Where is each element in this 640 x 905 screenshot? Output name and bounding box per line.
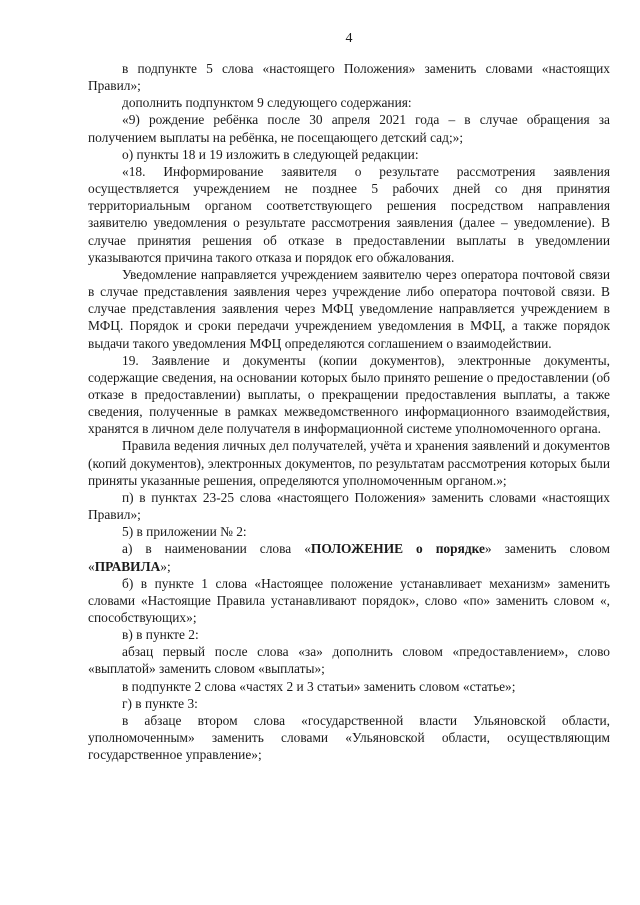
paragraph-item-v-first: абзац первый после слова «за» дополнить словом «предоставлением», слово «выплатой» заменить словом «выплаты»; xyxy=(88,644,610,677)
item-a-text-end: »; xyxy=(160,558,171,574)
paragraph-notification-delivery: Уведомление направляется учреждением заявителю через оператора почтовой связи в случае представления заявления через учреждение либо оператора почтовой связи. В случае представления заявления через МФЦ уведомление направляется учреждением в МФЦ. Порядок и сроки передачи учреждением уведомления в МФЦ, а также порядок выдачи такого уведомления МФЦ определяются соглашением о взаимодействии. xyxy=(88,266,610,351)
paragraph-item-g: г) в пункте 3: xyxy=(122,695,198,711)
paragraph-item-o: о) пункты 18 и 19 изложить в следующей редакции: xyxy=(122,146,419,162)
paragraph-item-v: в) в пункте 2: xyxy=(122,627,199,643)
paragraph-amend-subitem-5: в подпункте 5 слова «настоящего Положения» заменить словами «настоящих Правил»; xyxy=(88,61,610,94)
paragraph-item-a-title xyxy=(88,540,610,574)
paragraph-item-v-second: в подпункте 2 слова «частях 2 и 3 статьи» заменить словом «статье»; xyxy=(122,678,516,694)
item-a-text-start: а) в наименовании слова « xyxy=(122,541,311,557)
item-a-bold-new-title: ПРАВИЛА xyxy=(94,558,161,574)
paragraph-item-b: б) в пункте 1 слова «Настоящее положение устанавливает механизм» заменить словами «Настоящие Правила устанавливают порядок», слово «по» заменить словом «, способствующих»; xyxy=(88,575,610,625)
paragraph-item-p: п) в пунктах 23-25 слова «настоящего Положения» заменить словами «настоящих Правил»; xyxy=(88,489,610,523)
paragraph-personal-files-rules: Правила ведения личных дел получателей, учёта и хранения заявлений и документов (копий документов), электронных документов, по результатам рассмотрения которых были приняты указанные решения, определяются уполномоченным органом.»; xyxy=(88,438,610,488)
paragraph-point-18: «18. Информирование заявителя о результате рассмотрения заявления осуществляется учреждением не позднее 5 рабочих дней со дня принятия территориальным органом соответствующего решения посредством направления заявителю уведомления о результате рассмотрения заявления (далее – уведомление). В случае принятия решения об отказе в предоставлении выплаты в уведомлении указываются причина такого отказа и порядок его обжалования. xyxy=(88,163,610,265)
document-body xyxy=(88,60,610,763)
paragraph-item-g-first: в абзаце втором слова «государственной власти Ульяновской области, уполномоченным» заменить словами «Ульяновской области, осуществляющим государственное управление»; xyxy=(88,712,610,763)
item-a-text-middle: » заменить словом « xyxy=(88,541,610,574)
page-number: 4 xyxy=(345,31,353,46)
paragraph-add-subitem-9: дополнить подпунктом 9 следующего содержания: xyxy=(122,95,412,111)
item-a-bold-old-title: ПОЛОЖЕНИЕ о порядке xyxy=(310,541,485,557)
paragraph-appendix-2: 5) в приложении № 2: xyxy=(122,524,247,540)
paragraph-point-19: 19. Заявление и документы (копии документов), электронные документы, содержащие сведения, на основании которых было принято решение о предоставлении (об отказе в предоставлении) выплаты, о прекращении предоставления выплаты, а также сведения, полученные в рамках межведомственного информационного взаимодействия, хранятся в личном деле получателя в информационной системе уполномоченного органа. xyxy=(88,352,610,437)
paragraph-subitem-9-text: «9) рождение ребёнка после 30 апреля 2021 года – в случае обращения за получением выплаты на ребёнка, не посещающего детский сад;»; xyxy=(88,112,610,145)
